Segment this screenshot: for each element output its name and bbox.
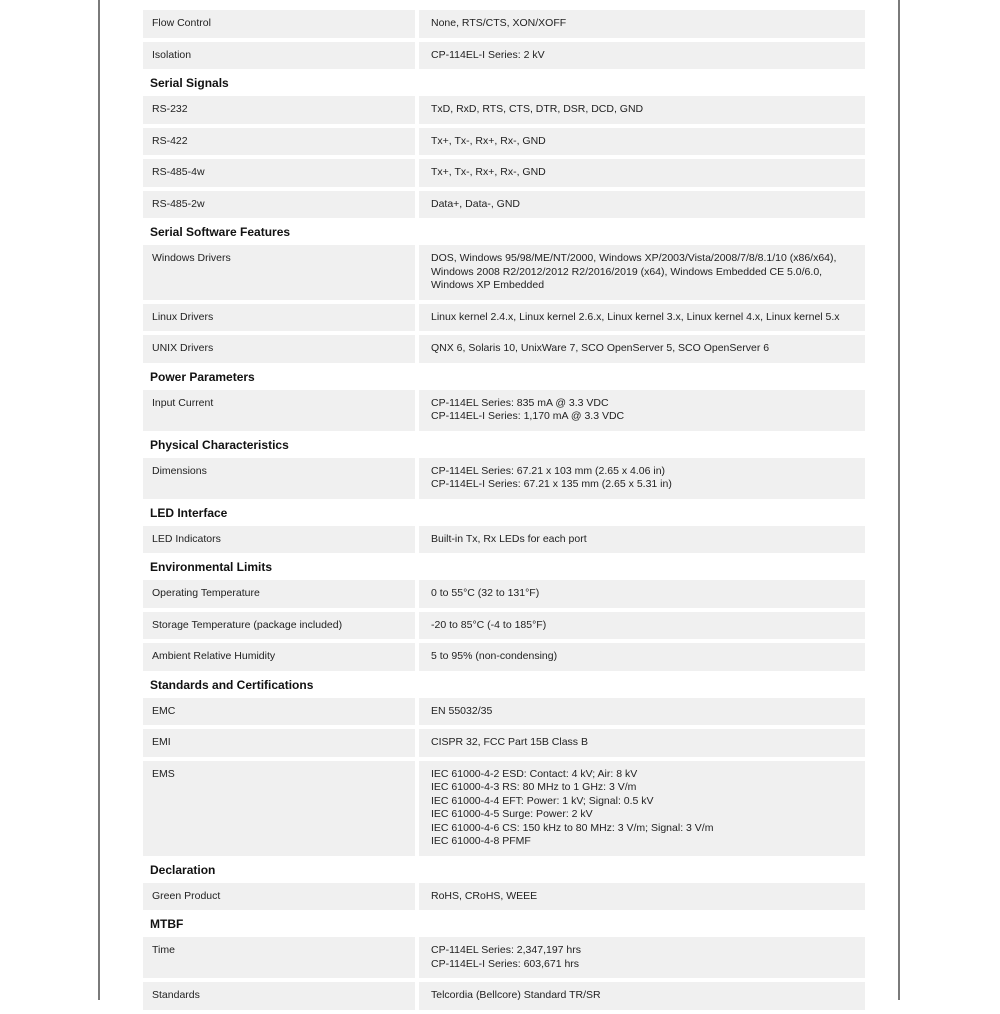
spec-value [419,128,865,156]
spec-label: Isolation [143,42,415,70]
spec-value-line: Windows XP Embedded [431,279,545,291]
spec-row [143,698,865,726]
spec-value-line: Linux kernel 2.4.x, Linux kernel 2.6.x, Linux kernel 3.x, Linux kernel 4.x, Linux kernel 5.x [431,310,840,323]
spec-label: EMI [143,729,415,757]
spec-value-line: Tx+, Tx-, Rx+, Rx-, GND [431,134,546,147]
spec-label: UNIX Drivers [143,335,415,363]
spec-label: RS-485-2w [143,191,415,219]
spec-label: EMS [143,761,415,856]
spec-row [143,390,865,431]
spec-value [419,729,865,757]
spec-value-line: IEC 61000-4-2 ESD: Contact: 4 kV; Air: 8 kV [431,767,638,780]
section-title: LED Interface [150,505,228,520]
spec-table [143,10,865,1014]
spec-value [419,761,865,856]
spec-value-line: EN 55032/35 [431,704,493,717]
section-title: Power Parameters [150,369,255,384]
spec-value [419,982,865,1010]
spec-value-line: Data+, Data-, GND [431,197,520,210]
spec-label: RS-485-4w [143,159,415,187]
spec-value [419,191,865,219]
spec-value [419,458,865,499]
spec-value [419,159,865,187]
spec-row [143,10,865,38]
spec-value-line: Telcordia (Bellcore) Standard TR/SR [431,989,601,1001]
spec-row [143,612,865,640]
spec-value-line: Tx+, Tx-, Rx+, Rx-, GND [431,166,546,178]
spec-value-line: CP-114EL Series: 67.21 x 103 mm (2.65 x 4.06 in) [431,464,666,477]
spec-value-line: IEC 61000-4-5 Surge: Power: 2 kV [431,808,593,820]
spec-value-line: CP-114EL-I Series: 1,170 mA @ 3.3 VDC [431,410,625,422]
spec-value [419,335,865,363]
spec-value-line: IEC 61000-4-4 EFT: Power: 1 kV; Signal: 0.5 kV [431,794,654,807]
spec-label: Dimensions [143,458,415,499]
spec-value-line: CP-114EL Series: 835 mA @ 3.3 VDC [431,396,609,409]
spec-label: Flow Control [143,10,415,38]
spec-row [143,761,865,856]
spec-label: RS-232 [143,96,415,124]
spec-value [419,390,865,431]
section-title: Declaration [150,862,216,877]
spec-value-line: CP-114EL Series: 2,347,197 hrs [431,944,582,956]
spec-value-line: DOS, Windows 95/98/ME/NT/2000, Windows XP/2003/Vista/2008/7/8/8.1/10 (x86/x64), [431,252,837,264]
spec-value-line: CP-114EL-I Series: 603,671 hrs [431,957,580,970]
spec-label: Storage Temperature (package included) [143,612,415,640]
spec-value-line: QNX 6, Solaris 10, UnixWare 7, SCO OpenServer 5, SCO OpenServer 6 [431,342,770,354]
spec-row [143,96,865,124]
spec-value [419,96,865,124]
spec-row [143,245,865,300]
section-title: MTBF [150,917,184,931]
spec-value [419,883,865,911]
spec-value-line: -20 to 85°C (-4 to 185°F) [431,618,547,631]
spec-label: LED Indicators [143,526,415,554]
section-title: Serial Signals [150,76,229,90]
spec-row [143,526,865,554]
spec-value-line: 0 to 55°C (32 to 131°F) [431,587,540,599]
spec-label: Windows Drivers [143,245,415,300]
spec-value [419,643,865,671]
spec-row [143,458,865,499]
spec-label: RS-422 [143,128,415,156]
spec-label: Ambient Relative Humidity [143,643,415,671]
spec-row [143,580,865,608]
spec-value-line: 5 to 95% (non-condensing) [431,650,558,662]
section-title: Physical Characteristics [150,437,289,452]
spec-value-line: Windows 2008 R2/2012/2012 R2/2016/2019 (x64), Windows Embedded CE 5.0/6.0, [431,265,823,278]
spec-label: Time [143,937,415,978]
section-title: Environmental Limits [150,560,273,574]
spec-value-line: IEC 61000-4-6 CS: 150 kHz to 80 MHz: 3 V/m; Signal: 3 V/m [431,821,714,834]
spec-value [419,698,865,726]
spec-row [143,883,865,911]
spec-row [143,128,865,156]
section-title: Standards and Certifications [150,677,314,692]
spec-value-line: CP-114EL-I Series: 67.21 x 135 mm (2.65 x 5.31 in) [431,478,672,490]
spec-value [419,580,865,608]
spec-value [419,42,865,70]
spec-value-line: TxD, RxD, RTS, CTS, DTR, DSR, DCD, GND [431,103,644,115]
spec-row [143,982,865,1010]
spec-label: Input Current [143,390,415,431]
spec-label: Linux Drivers [143,304,415,332]
spec-value-line: RoHS, CRoHS, WEEE [431,889,538,902]
spec-value [419,304,865,332]
spec-row [143,191,865,219]
section-title: Serial Software Features [150,225,291,239]
spec-value-line: None, RTS/CTS, XON/XOFF [431,17,567,29]
spec-label: Green Product [143,883,415,911]
spec-row [143,304,865,332]
spec-value-line: Built-in Tx, Rx LEDs for each port [431,532,587,545]
spec-value [419,612,865,640]
spec-row [143,159,865,187]
spec-label: EMC [143,698,415,726]
spec-row [143,335,865,363]
spec-value [419,937,865,978]
spec-label: Standards [143,982,415,1010]
spec-value [419,526,865,554]
spec-value [419,245,865,300]
spec-value-line: CP-114EL-I Series: 2 kV [431,48,545,61]
spec-value-line: CISPR 32, FCC Part 15B Class B [431,736,588,748]
spec-value-line: IEC 61000-4-8 PFMF [431,835,531,847]
spec-row [143,937,865,978]
spec-row [143,729,865,757]
spec-label: Operating Temperature [143,580,415,608]
spec-value [419,10,865,38]
spec-row [143,643,865,671]
spec-row [143,42,865,70]
spec-value-line: IEC 61000-4-3 RS: 80 MHz to 1 GHz: 3 V/m [431,781,637,793]
